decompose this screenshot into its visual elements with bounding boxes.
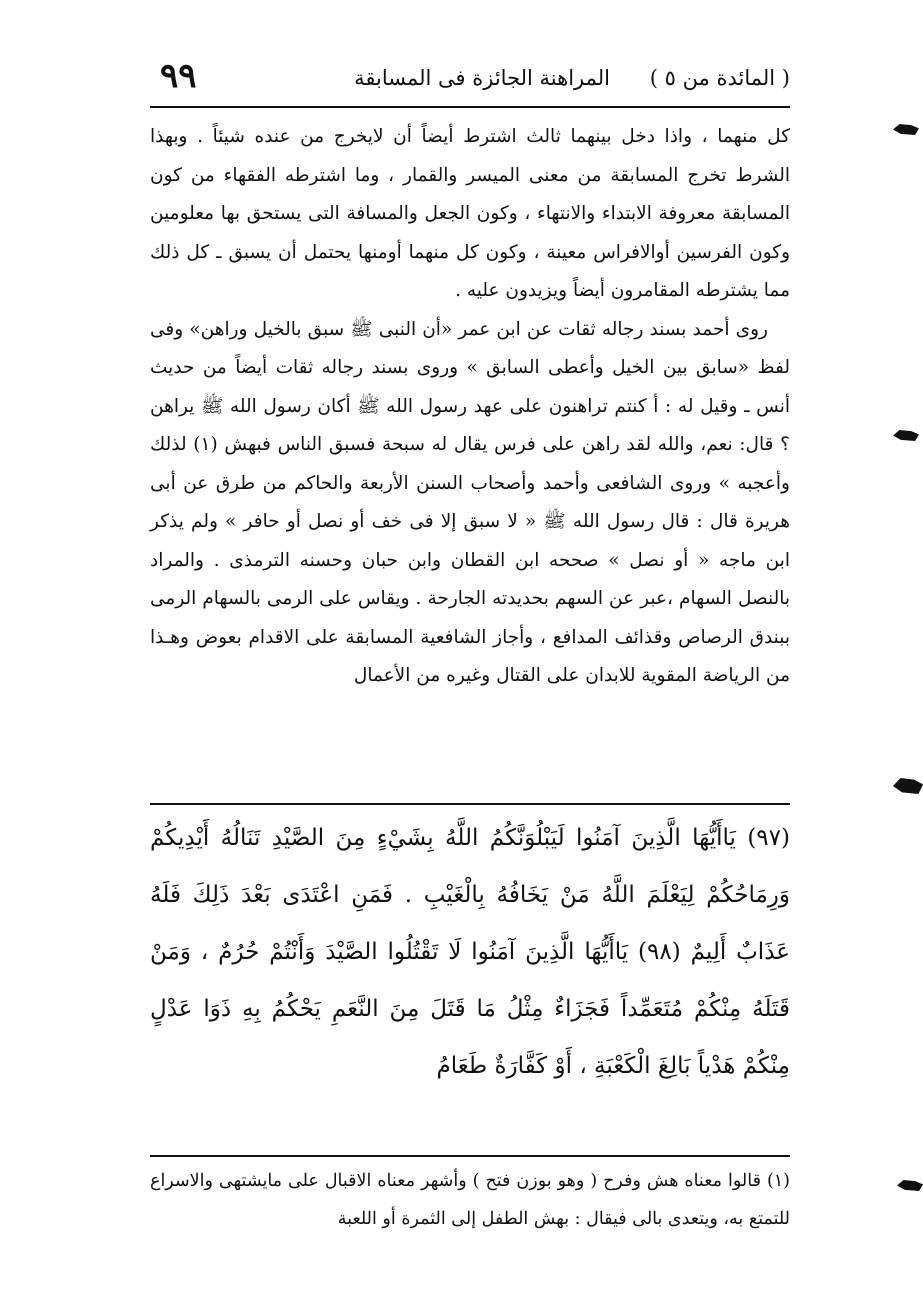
margin-mark <box>897 1180 923 1191</box>
footnote: (١) قالوا معناه هش وفرح ( وهو بوزن فتح ) وأشهر معناه الاقبال على مايشتهى والاسراع للتمتع به، ويتعدى بالى فيقال : بهش الطفل إلى الثمرة أو اللعبة <box>150 1171 790 1229</box>
main-text <box>150 118 790 696</box>
header-rule <box>150 106 790 108</box>
page-number: ٩٩ <box>160 56 197 96</box>
quran-verses: (٩٧) يَاأَيُّهَا الَّذِينَ آمَنُوا لَيَبْلُوَنَّكُمُ اللَّهُ بِشَيْءٍ مِنَ الصَّيْدِ تَنَالُهُ أَيْدِيكُمْ وَرِمَاحُكُمْ لِيَعْلَمَ اللَّهُ مَنْ يَخَافُهُ بِالْغَيْبِ . فَمَنِ اعْتَدَى بَعْدَ ذَلِكَ فَلَهُ عَذَابٌ أَلِيمٌ (٩٨) يَاأَيُّهَا الَّذِينَ آمَنُوا لَا تَقْتُلُوا الصَّيْدَ وَأَنْتُمْ حُرُمٌ ، وَمَنْ قَتَلَهُ مِنْكُمْ مُتَعَمِّداً فَجَزَاءٌ مِثْلُ مَا قَتَلَ مِنَ النَّعَمِ يَحْكُمُ بِهِ ذَوَا عَدْلٍ مِنْكُمْ هَدْياً بَالِغَ الْكَعْبَةِ ، أَوْ كَفَّارَةٌ طَعَامُ <box>150 825 790 1079</box>
margin-mark <box>893 778 923 794</box>
margin-mark <box>893 124 919 135</box>
quran-separator-rule <box>150 803 790 805</box>
paragraph: كل منهما ، واذا دخل بينهما ثالث اشترط أيضاً أن لايخرج من عنده شيئاً . وبهذا الشرط تخرج المسابقة من معنى الميسر والقمار ، وما اشترطه الفقهاء من كون المسابقة معروفة الابتداء والانتهاء ، وكون الجعل والمسافة التى يستحق بها معلومين وكون الفرسين أوالافراس معينة ، وكون كل منهما أومنها يحتمل أن يسبق ـ كل ذلك مما يشترطه المقامرون أيضاً ويزيدون عليه . <box>150 126 790 301</box>
running-title: المراهنة الجائزة فى المسابقة <box>354 66 610 90</box>
paragraph: روى أحمد بسند رجاله ثقات عن ابن عمر «أن النبى ﷺ سبق بالخيل وراهن» وفى لفظ «سابق بين الخيل وأعطى السابق » وروى بسند رجاله ثقات أيضاً من حديث أنس ـ وقيل له : أ كنتم تراهنون على عهد رسول الله ﷺ أكان رسول الله ﷺ يراهن ؟ قال: نعم، والله لقد راهن على فرس يقال له سبحة فسبق الناس فبهش (١) لذلك وأعجبه » وروى الشافعى وأحمد وأصحاب السنن الأربعة والحاكم من طرق عن أبى هريرة قال : قال رسول الله ﷺ « لا سبق إلا فى خف أو نصل أو حافر » ولم يذكر ابن ماجه « أو نصل » صححه ابن القطان وابن حبان وحسنه الترمذى . والمراد بالنصل السهام ،عبر عن السهم بحديدته الجارحة . ويقاس على الرمى بالسهام الرمى ببندق الرصاص وقذائف المدافع ، وأجاز الشافعية المسابقة على الاقدام بعوض وهـذا من الرياضة المقوية للابدان على القتال وغيره من الأعمال <box>150 318 790 686</box>
footnote-separator-rule <box>150 1155 790 1157</box>
chapter-reference: ( المائدة من ٥ ) <box>649 66 790 90</box>
margin-mark <box>893 430 919 441</box>
page-header <box>150 58 790 104</box>
